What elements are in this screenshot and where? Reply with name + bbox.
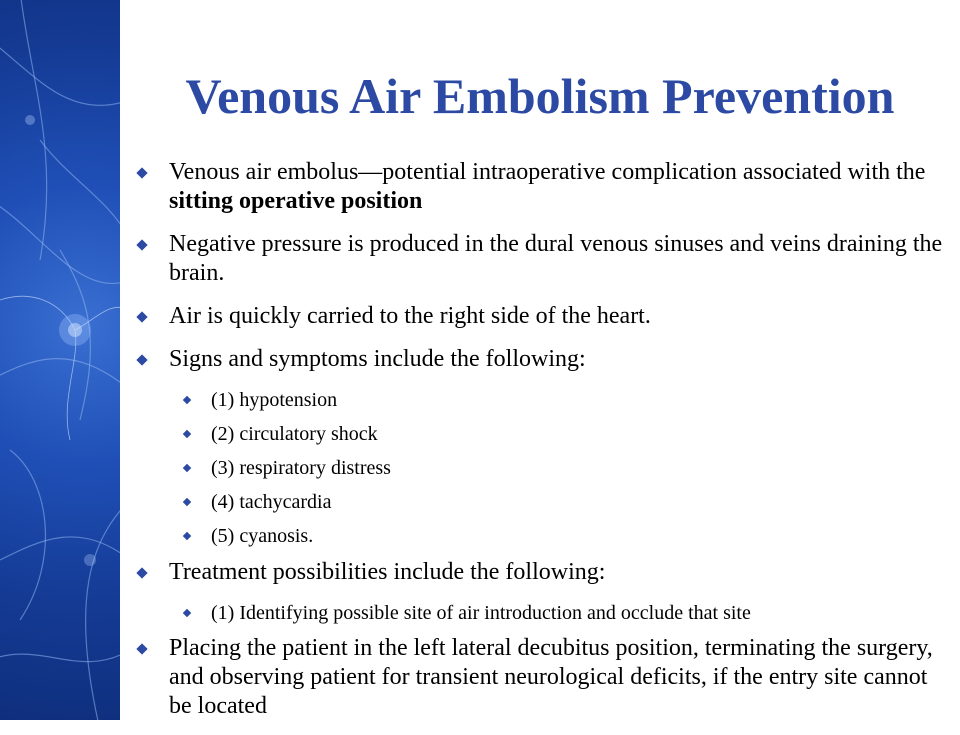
bullet-item [138, 158, 948, 216]
sub-bullet-item [138, 601, 948, 625]
bullet-item [138, 634, 948, 721]
diamond-bullet-icon [183, 430, 191, 438]
diamond-bullet-icon [136, 167, 147, 178]
diamond-bullet-icon [183, 464, 191, 472]
diamond-bullet-icon [136, 643, 147, 654]
diamond-bullet-icon [183, 609, 191, 617]
bullet-text: Air is quickly carried to the right side of the heart. [169, 303, 651, 329]
sub-bullet-text: (5) cyanosis. [211, 525, 314, 547]
bullet-text: Venous air embolus—potential intraoperative complication associated with the [169, 159, 926, 185]
diamond-bullet-icon [183, 498, 191, 506]
bullet-emphasis: sitting operative position [169, 188, 423, 214]
neuron-network-image [0, 0, 120, 720]
sub-bullet-item [138, 456, 948, 480]
bullet-item [138, 302, 948, 331]
decorative-side-panel [0, 0, 120, 720]
sub-bullet-text: (3) respiratory distress [211, 457, 391, 479]
diamond-bullet-icon [136, 354, 147, 365]
bullet-list [138, 158, 948, 735]
bullet-item [138, 230, 948, 288]
bullet-text: Negative pressure is produced in the dural venous sinuses and veins draining the brain. [169, 231, 943, 286]
sub-bullet-item [138, 422, 948, 446]
sub-bullet-item [138, 388, 948, 412]
diamond-bullet-icon [136, 311, 147, 322]
bullet-item [138, 345, 948, 374]
sub-bullet-text: (1) hypotension [211, 389, 338, 411]
diamond-bullet-icon [136, 567, 147, 578]
bullet-text: Signs and symptoms include the following: [169, 346, 586, 372]
sub-bullet-text: (1) Identifying possible site of air introduction and occlude that site [211, 602, 751, 624]
slide-title: Venous Air Embolism Prevention [185, 68, 895, 124]
sub-bullet-text: (4) tachycardia [211, 491, 332, 513]
bullet-item [138, 558, 948, 587]
sub-bullet-item [138, 524, 948, 548]
bullet-text: Treatment possibilities include the following: [169, 559, 606, 585]
bullet-text: Placing the patient in the left lateral decubitus position, terminating the surgery, and observing patient for transient neurological deficits, if the entry site cannot be located [169, 635, 933, 719]
diamond-bullet-icon [183, 532, 191, 540]
diamond-bullet-icon [183, 396, 191, 404]
sub-bullet-item [138, 490, 948, 514]
diamond-bullet-icon [136, 239, 147, 250]
sub-bullet-text: (2) circulatory shock [211, 423, 378, 445]
